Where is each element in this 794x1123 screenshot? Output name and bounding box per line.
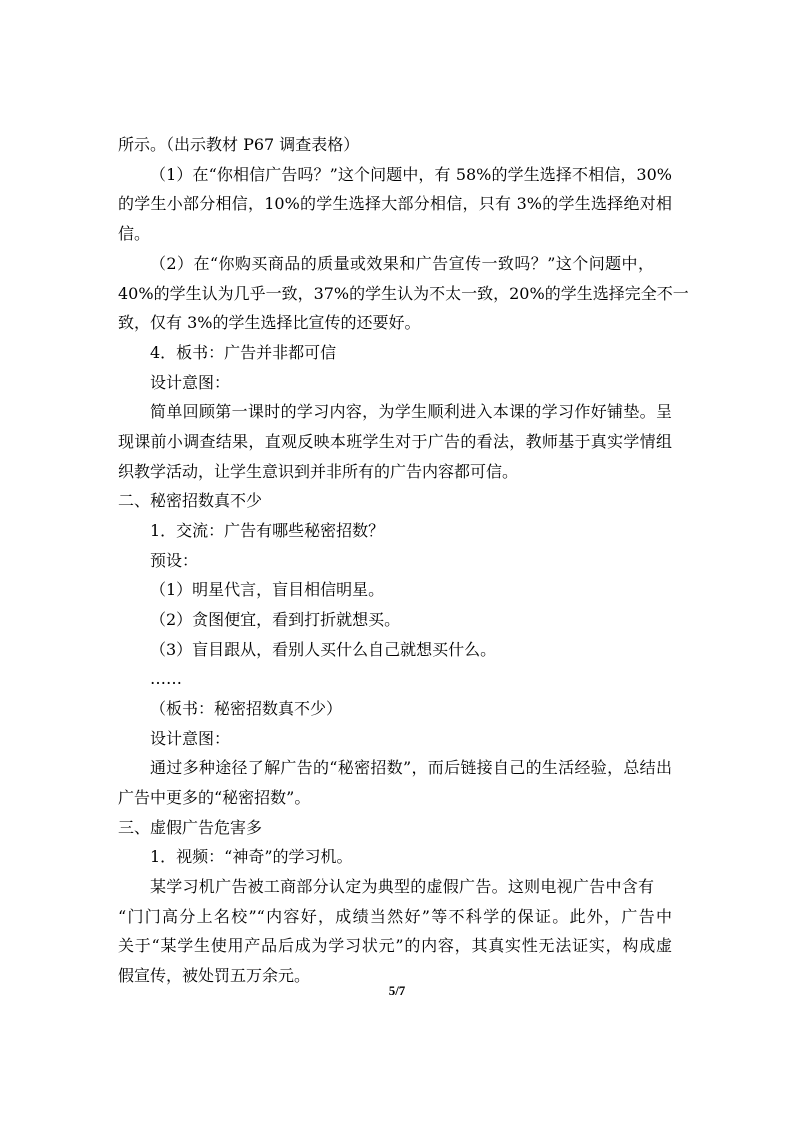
text-line: 1．视频：“神奇”的学习机。 <box>150 847 353 866</box>
text-line: 简单回顾第一课时的学习内容，为学生顺利进入本课的学习作好铺垫。呈 <box>150 402 672 421</box>
text-line: “门门高分上名校”“内容好，成绩当然好”等不科学的保证。此外，广告中 <box>118 907 672 926</box>
section-heading: 4．板书：广告并非都可信 <box>150 343 337 362</box>
text-line: 假宣传，被处罚五万余元。 <box>118 966 311 985</box>
text-line: （板书：秘密招数真不少） <box>150 699 343 718</box>
text-line: （1）在“你相信广告吗？”这个问题中，有 58%的学生选择不相信，30% <box>150 165 672 184</box>
section-heading: 二、秘密招数真不少 <box>118 491 263 510</box>
text-line: （2）在“你购买商品的质量或效果和广告宣传一致吗？”这个问题中， <box>150 254 654 273</box>
text-line: 信。 <box>118 224 151 243</box>
text-line: 的学生小部分相信，10%的学生选择大部分相信，只有 3%的学生选择绝对相 <box>118 194 672 213</box>
section-heading: 三、虚假广告危害多 <box>118 818 263 837</box>
text-line: 现课前小调查结果，直观反映本班学生对于广告的看法，教师基于真实学情组 <box>118 432 672 451</box>
page-number: 5/7 <box>388 983 406 998</box>
text-line: 通过多种途径了解广告的“秘密招数”，而后链接自己的生活经验，总结出 <box>150 758 672 777</box>
text-line: 关于“某学生使用产品后成为学习状元”的内容，其真实性无法证实，构成虚 <box>118 936 672 955</box>
list-item: （2）贪图便宜，看到打折就想买。 <box>150 610 401 629</box>
ellipsis: …… <box>150 669 182 688</box>
text-line: 1．交流：广告有哪些秘密招数？ <box>150 521 385 540</box>
text-line: 预设： <box>150 551 199 570</box>
text-line: 40%的学生认为几乎一致，37%的学生认为不太一致，20%的学生选择完全不一 <box>118 284 689 303</box>
list-item: （3）盲目跟从，看别人买什么自己就想买什么。 <box>150 640 497 659</box>
text-line: 广告中更多的“秘密招数”。 <box>118 788 311 807</box>
text-line: 织教学活动，让学生意识到并非所有的广告内容都可信。 <box>118 462 519 481</box>
text-line: 所示。（出示教材 P67 调查表格） <box>118 135 360 154</box>
text-line: 某学习机广告被工商部分认定为典型的虚假广告。这则电视广告中含有 <box>150 877 654 896</box>
text-line: 致，仅有 3%的学生选择比宣传的还要好。 <box>118 313 421 332</box>
text-line: 设计意图： <box>150 373 231 392</box>
text-line: 设计意图： <box>150 729 231 748</box>
list-item: （1）明星代言，盲目相信明星。 <box>150 580 385 599</box>
